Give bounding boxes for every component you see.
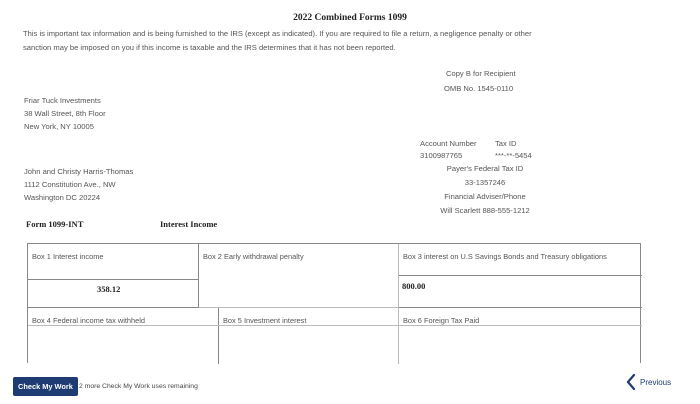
previous-button[interactable] bbox=[625, 372, 671, 392]
payer-name: Friar Tuck Investments bbox=[24, 96, 101, 105]
box2-label: Box 2 Early withdrawal penalty bbox=[203, 252, 304, 261]
box3-label-cell bbox=[399, 244, 642, 276]
tax-id-label: Tax ID bbox=[495, 139, 517, 148]
box2-cell bbox=[199, 244, 399, 308]
chevron-left-icon bbox=[625, 373, 637, 391]
form-title: 2022 Combined Forms 1099 bbox=[293, 13, 407, 23]
box1-label-cell bbox=[28, 244, 199, 280]
omb-number: OMB No. 1545-0110 bbox=[444, 84, 514, 93]
box1-label: Box 1 Interest income bbox=[32, 252, 104, 261]
payer-address1: 38 Wall Street, 8th Floor bbox=[24, 108, 106, 118]
adviser-label: Financial Adviser/Phone bbox=[444, 192, 526, 201]
form-name: Interest Income bbox=[160, 219, 218, 229]
form-boxes-grid bbox=[27, 243, 641, 363]
form-number: Form 1099-INT bbox=[26, 219, 84, 229]
payer-address2: New York, NY 10005 bbox=[24, 121, 94, 131]
payer-tax-id: 33-1357246 bbox=[464, 178, 506, 187]
box1-value-cell bbox=[28, 280, 199, 308]
box5-label: Box 5 Investment interest bbox=[223, 316, 307, 325]
row-divider bbox=[28, 325, 642, 326]
recipient-address1: 1112 Constitution Ave., NW bbox=[24, 179, 116, 189]
adviser: Will Scarlett 888-555-1212 bbox=[440, 206, 530, 215]
recipient-address2: Washington DC 20224 bbox=[24, 192, 101, 202]
payer-block bbox=[24, 95, 106, 133]
box6-label: Box 6 Foreign Tax Paid bbox=[403, 316, 480, 325]
tax-id: ***-**-5454 bbox=[495, 151, 532, 160]
box6-cell bbox=[399, 308, 642, 364]
recipient-name: John and Christy Harris-Thomas bbox=[24, 167, 134, 176]
copy-label: Copy B for Recipient bbox=[446, 69, 516, 78]
recipient-block bbox=[24, 166, 133, 204]
box3-value-cell bbox=[399, 276, 642, 308]
check-my-work-button[interactable]: Check My Work bbox=[13, 377, 78, 396]
box1-value: 358.12 bbox=[97, 284, 121, 294]
box4-cell bbox=[28, 308, 219, 364]
account-number-label: Account Number bbox=[420, 139, 477, 148]
previous-label: Previous bbox=[640, 377, 672, 387]
check-uses-remaining: 2 more Check My Work uses remaining bbox=[79, 383, 198, 390]
account-number: 3100987765 bbox=[420, 151, 463, 160]
box3-value: 800.00 bbox=[402, 281, 426, 291]
box3-label: Box 3 interest on U.S Savings Bonds and Treasury obligations bbox=[403, 252, 607, 261]
tax-notice: This is important tax information and is being furnished to the IRS (except as indicated). If you are required to file a return, a negligence penalty or other sanction may be imposed on you if this income is taxable and the IRS determines that it has not been reported. bbox=[23, 29, 532, 52]
box4-label: Box 4 Federal income tax withheld bbox=[32, 316, 145, 325]
box5-cell bbox=[219, 308, 399, 364]
payer-tax-id-label: Payer's Federal Tax ID bbox=[446, 164, 524, 173]
